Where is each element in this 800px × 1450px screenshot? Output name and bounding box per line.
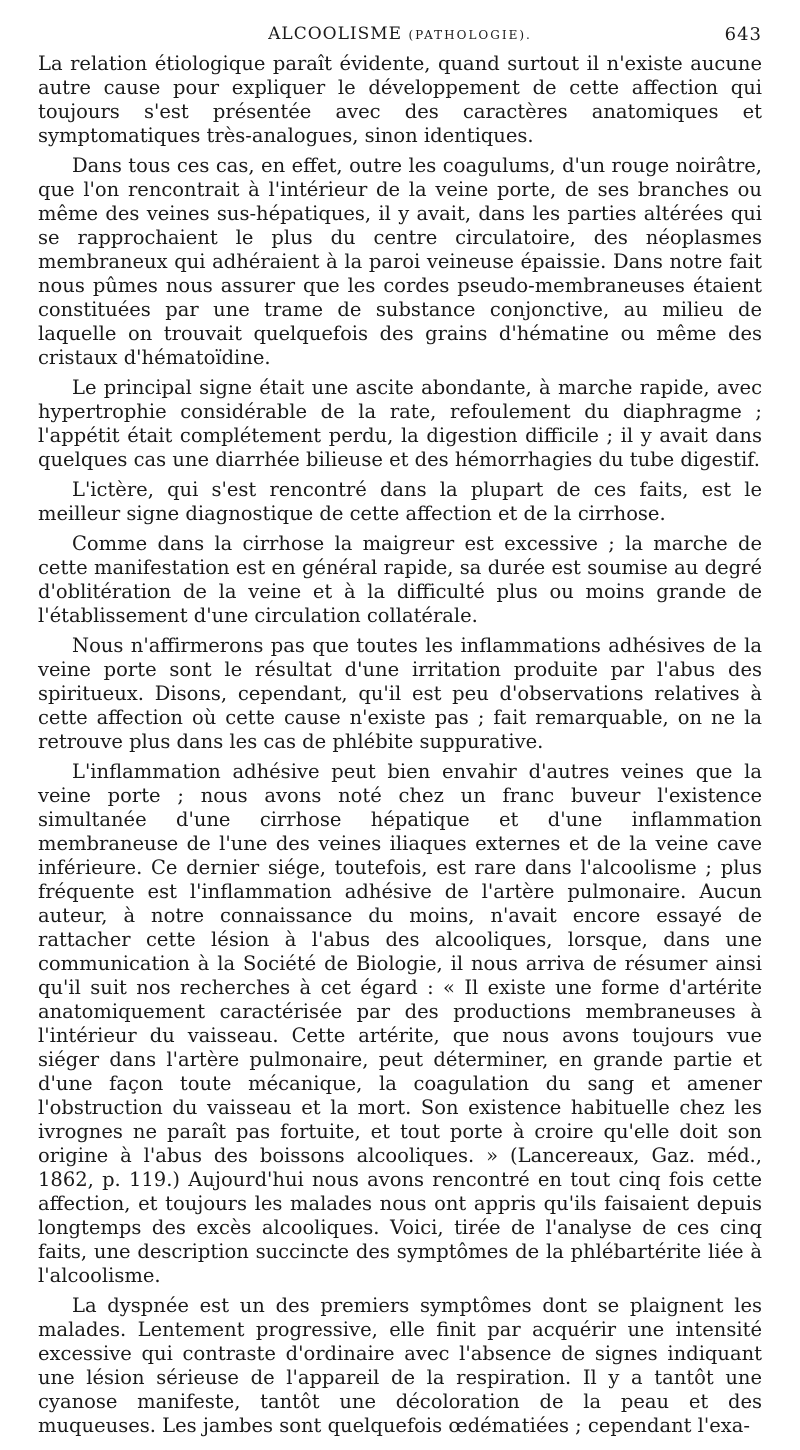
book-page [38,24,762,1438]
paragraph: Dans tous ces cas, en effet, outre les coagulums, d'un rouge noirâtre, que l'on rencontrait à l'intérieur de la veine porte, de ses branches ou même des veines sus-hépatiques, il y avait, dans les parties altérées qui se rapprochaient le plus du centre circulatoire, des néoplasmes membraneux qui adhéraient à la paroi veineuse épaissie. Dans notre fait nous pûmes nous assurer que les cordes pseudo-membraneuses étaient constituées par une trame de substance conjonctive, au milieu de laquelle on trouvait quelquefois des grains d'hématine ou même des cristaux d'hématoïdine. [38,154,762,369]
running-title-sub: (PATHOLOGIE). [408,28,532,42]
running-title-main: ALCOOLISME [268,24,403,44]
bottom-margin-marks [30,1412,740,1418]
running-header [38,24,762,52]
paragraph: L'ictère, qui s'est rencontré dans la plupart de ces faits, est le meilleur signe diagnostique de cette affection et de la cirrhose. [38,478,762,525]
running-title [38,24,762,44]
paragraph: L'inflammation adhésive peut bien envahir d'autres veines que la veine porte ; nous avons noté chez un franc buveur l'existence simultanée d'une cirrhose hépatique et d'une inflammation membraneuse de l'une des veines iliaques externes et de la veine cave inférieure. Ce dernier siége, toutefois, est rare dans l'alcoolisme ; plus fréquente est l'inflammation adhésive de l'artère pulmonaire. Aucun auteur, à notre connaissance du moins, n'avait encore essayé de rattacher cette lésion à l'abus des alcooliques, lorsque, dans une communication à la Société de Biologie, il nous arriva de résumer ainsi qu'il suit nos recherches à cet égard : « Il existe une forme d'artérite anatomiquement caractérisée par des productions membraneuses à l'intérieur du vaisseau. Cette artérite, que nous avons toujours vue siéger dans l'artère pulmonaire, peut déterminer, en grande partie et d'une façon toute mécanique, la coagulation du sang et amener l'obstruction du vaisseau et la mort. Son existence habituelle chez les ivrognes ne paraît pas fortuite, et tout porte à croire qu'elle doit son origine à l'abus des boissons alcooliques. » (Lancereaux, Gaz. méd., 1862, p. 119.) Aujourd'hui nous avons rencontré en tout cinq fois cette affection, et toujours les malades nous ont appris qu'ils faisaient depuis longtemps des excès alcooliques. Voici, tirée de l'analyse de ces cinq faits, une description succincte des symptômes de la phlébartérite liée à l'alcoolisme. [38,760,762,1287]
paragraph: Nous n'affirmerons pas que toutes les inflammations adhésives de la veine porte sont le résultat d'une irritation produite par l'abus des spiritueux. Disons, cependant, qu'il est peu d'observations relatives à cette affection où cette cause n'existe pas ; fait remarquable, on ne la retrouve plus dans les cas de phlébite suppurative. [38,634,762,753]
body-text [38,52,762,1438]
paragraph: Le principal signe était une ascite abondante, à marche rapide, avec hypertrophie considérable de la rate, refoulement du diaphragme ; l'appétit était complétement perdu, la digestion difficile ; il y avait dans quelques cas une diarrhée bilieuse et des hémorrhagies du tube digestif. [38,376,762,471]
paragraph: La dyspnée est un des premiers symptômes dont se plaignent les malades. Lentement progressive, elle finit par acquérir une intensité excessive qui contraste d'ordinaire avec l'absence de signes indiquant une lésion sérieuse de l'appareil de la respiration. Il y a tantôt une cyanose manifeste, tantôt une décoloration de la peau et des muqueuses. Les jambes sont quelquefois œdématiées ; cependant l'exa- [38,1294,762,1437]
paragraph: La relation étiologique paraît évidente, quand surtout il n'existe aucune autre cause pour expliquer le développement de cette affection qui toujours s'est présentée avec des caractères anatomiques et symptomatiques très-analogues, sinon identiques. [38,52,762,147]
page-number: 643 [724,24,762,45]
paragraph: Comme dans la cirrhose la maigreur est excessive ; la marche de cette manifestation est en général rapide, sa durée est soumise au degré d'oblitération de la veine et à la difficulté plus ou moins grande de l'établissement d'une circulation collatérale. [38,532,762,627]
